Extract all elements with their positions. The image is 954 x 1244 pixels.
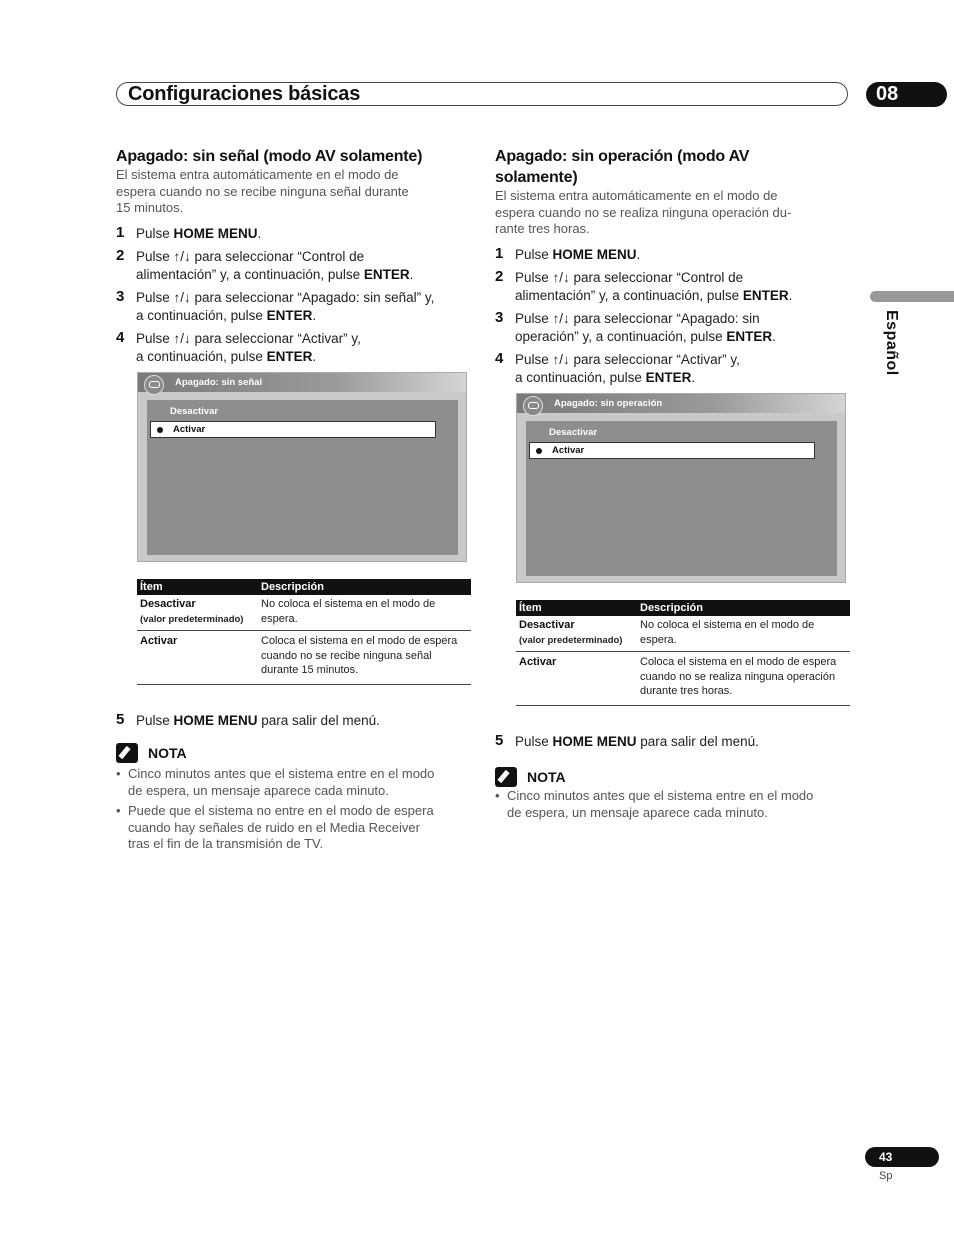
selected-dot-icon	[536, 448, 542, 454]
table-row: Activar	[519, 656, 557, 668]
step-1: 1 Pulse HOME MENU.	[495, 245, 641, 262]
page-title: Configuraciones básicas	[128, 83, 361, 105]
section-title: Apagado: sin operación (modo AV solamente)	[495, 148, 750, 186]
step-number: 1	[116, 224, 125, 241]
note-bullet: • Cinco minutos antes que el sistema entre en el modo de espera, un mensaje aparece cada minuto.	[495, 788, 814, 820]
selected-dot-icon	[157, 427, 163, 433]
description-table	[516, 600, 850, 708]
header-description: Descripción	[261, 581, 324, 593]
step-4: 4 Pulse ↑/↓ para seleccionar “Activar” y, a continuación, pulse ENTER.	[116, 329, 361, 364]
note-icon	[495, 767, 517, 787]
note-label: NOTA	[527, 769, 566, 785]
step-number: 3	[116, 288, 125, 305]
option-desactivar[interactable]: Desactivar	[549, 427, 598, 438]
table-row: Activar	[140, 635, 178, 647]
step-1: 1 Pulse HOME MENU.	[116, 224, 262, 241]
step-number: 2	[116, 247, 125, 264]
row-divider	[516, 651, 850, 652]
table-row: Desactivar (valor predeterminado)	[140, 598, 244, 625]
note-bullet: • Puede que el sistema no entre en el modo de espera cuando hay señales de ruido en el Media Receiver tras el fin de la transmisión de TV.	[116, 803, 434, 851]
screen-titlebar	[138, 373, 466, 392]
section-intro: El sistema entra automáticamente en el modo de espera cuando no se realiza ninguna operación du- rante tres horas.	[495, 188, 792, 236]
step-5: 5 Pulse HOME MENU para salir del menú.	[116, 711, 380, 728]
table-cell-desc: Coloca el sistema en el modo de espera cuando no se realiza ninguna operación durante tres horas.	[640, 656, 837, 697]
table-cell-desc: Coloca el sistema en el modo de espera cuando no se recibe ninguna señal durante 15 minutos.	[261, 635, 458, 676]
settings-icon	[523, 396, 543, 416]
page-language: Sp	[879, 1170, 893, 1182]
note-bullet: • Cinco minutos antes que el sistema entre en el modo de espera, un mensaje aparece cada minuto.	[116, 766, 435, 798]
screen-body	[526, 421, 837, 576]
table-header	[137, 579, 471, 595]
section-title: Apagado: sin señal (modo AV solamente)	[116, 148, 423, 165]
step-number: 3	[495, 309, 504, 326]
step-number: 4	[495, 350, 504, 367]
option-desactivar[interactable]: Desactivar	[170, 406, 219, 417]
screen-title: Apagado: sin operación	[554, 398, 663, 409]
language-label: Español	[883, 310, 900, 376]
screen-title: Apagado: sin señal	[175, 377, 263, 388]
row-divider	[137, 630, 471, 631]
step-number: 1	[495, 245, 504, 262]
table-cell-desc: No coloca el sistema en el modo de espera.	[640, 619, 815, 646]
step-number: 4	[116, 329, 125, 346]
note-icon	[116, 743, 138, 763]
note-label: NOTA	[148, 745, 187, 761]
screen-body	[147, 400, 458, 555]
step-number: 2	[495, 268, 504, 285]
chapter-badge: 08	[866, 82, 947, 107]
option-activar-selected[interactable]: Activar	[150, 421, 436, 438]
step-3: 3 Pulse ↑/↓ para seleccionar “Apagado: sin operación” y, a continuación, pulse ENTER.	[495, 309, 776, 344]
page-number: 43	[865, 1147, 939, 1167]
description-table	[137, 579, 471, 685]
language-tab	[870, 291, 954, 302]
section-intro: El sistema entra automáticamente en el modo de espera cuando no se recibe ninguna señal durante 15 minutos.	[116, 167, 409, 215]
step-2: 2 Pulse ↑/↓ para seleccionar “Control de alimentación” y, a continuación, pulse ENTER.	[116, 247, 414, 282]
table-cell-desc: No coloca el sistema en el modo de espera.	[261, 598, 436, 625]
header-item: Ítem	[140, 581, 163, 593]
row-divider	[516, 705, 850, 706]
step-number: 5	[116, 711, 125, 728]
option-activar-selected[interactable]: Activar	[529, 442, 815, 459]
screen-titlebar	[517, 394, 845, 413]
table-header	[516, 600, 850, 616]
settings-icon	[144, 375, 164, 395]
table-row: Desactivar (valor predeterminado)	[519, 619, 623, 646]
step-5: 5 Pulse HOME MENU para salir del menú.	[495, 732, 759, 749]
step-number: 5	[495, 732, 504, 749]
menu-screen	[137, 372, 467, 562]
step-3: 3 Pulse ↑/↓ para seleccionar “Apagado: sin señal” y, a continuación, pulse ENTER.	[116, 288, 435, 323]
step-2: 2 Pulse ↑/↓ para seleccionar “Control de alimentación” y, a continuación, pulse ENTER.	[495, 268, 793, 303]
header-item: Ítem	[519, 602, 542, 614]
row-divider	[137, 684, 471, 685]
header-description: Descripción	[640, 602, 703, 614]
step-4: 4 Pulse ↑/↓ para seleccionar “Activar” y, a continuación, pulse ENTER.	[495, 350, 740, 385]
menu-screen	[516, 393, 846, 583]
